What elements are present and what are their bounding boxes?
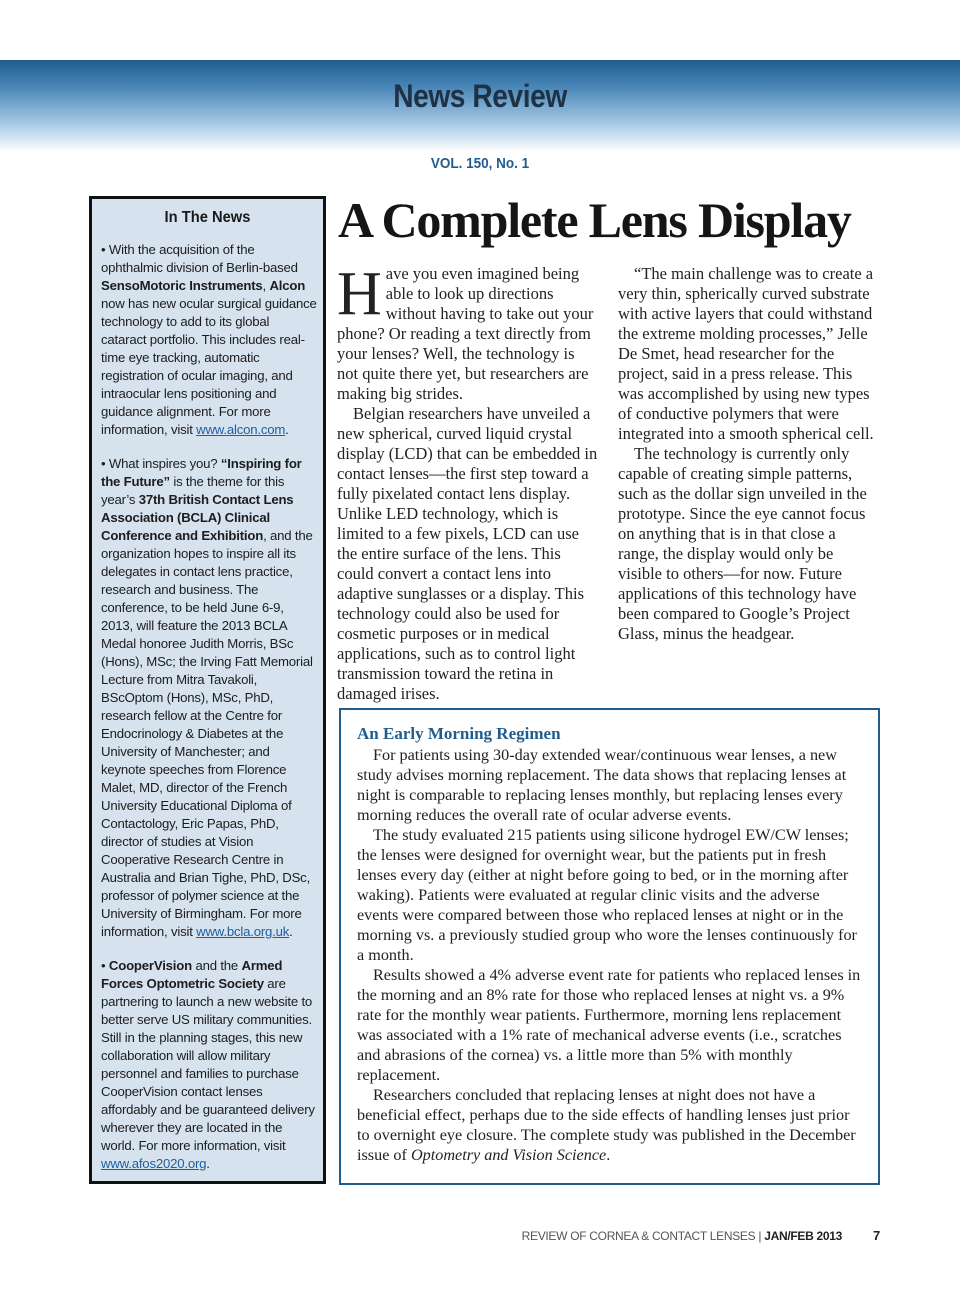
news-item-alcon <box>92 241 323 439</box>
news-item-bold: 37th British Contact Lens Association (BCLA) Clinical Conference and Exhibition <box>101 492 294 543</box>
news-item-text: are partnering to launch a new website to better serve US military communities. Still in the planning stages, this new collaboration will allow military personnel and families to purchase CooperVision contact lenses affordably and be guaranteed delivery wherever they are located in the world. For more information, visit <box>101 976 315 1153</box>
box-paragraph: For patients using 30-day extended wear/continuous wear lenses, a new study advises morning replacement. The data shows that replacing lenses at night is comparable to replacing lenses monthly, but replacing lenses every morning reduces the overall rate of ocular adverse events. <box>357 746 847 824</box>
paragraph-text: Researchers concluded that replacing lenses at night does not have a beneficial effect, perhaps due to the side effects of handling lenses just prior to overnight eye closure. The complete study was published in the December issue of <box>357 1086 856 1164</box>
news-item-text: • <box>101 958 109 973</box>
afos-link[interactable]: www.afos2020.org <box>101 1156 207 1171</box>
footer-publication <box>522 1229 842 1243</box>
news-item-coopervision <box>92 957 323 1173</box>
article-paragraph: The technology is currently only capable of creating simple patterns, such as the dollar sign unveiled in the prototype. Since the eye cannot focus on anything that is in that close a range, the display would only be visible to others—for now. Future applications of this technology have been compared to Google’s Project Glass, minus the headgear. <box>618 444 867 643</box>
box-paragraph: The study evaluated 215 patients using silicone hydrogel EW/CW lenses; the lenses were designed for overnight wear, but the patients put in fresh lenses every day (either at night before going to bed, or in the morning after waking). Patients were evaluated at regular clinic visits and the adverse events were compared between those who replaced lenses at night or in the morning vs. a previously studied group who wore the lenses continuously for a month. <box>357 826 857 964</box>
article-paragraph: Belgian researchers have unveiled a new spherical, curved liquid crystal display (LCD) that can be embedded in contact lenses—the first step toward a fully pixelated contact lens display. Unlike LED technology, which is limited to a few pixels, LCD can use the entire surface of the lens. This could convert a contact lens into adaptive sunglasses or a display. This technology could also be used for cosmetic purposes or in medical applications, such as to control light transmission toward the retina in damaged irises. <box>337 404 598 703</box>
article-column-right <box>618 264 880 644</box>
box-paragraph: Results showed a 4% adverse event rate for patients who replaced lenses in the morning and an 8% rate for those who replaced lenses at night vs. a 9% rate for the monthly wear patients. Furthermore, morning lens replacement was associated with a 1% rate of mechanical adverse events (i.e., scratches and abrasions of the cornea) vs. a little more than 5% with monthly replacement. <box>357 966 861 1084</box>
box-paragraph <box>357 1085 862 1165</box>
news-item-bcla <box>92 455 323 941</box>
news-item-text: . <box>285 422 289 437</box>
in-the-news-sidebar <box>89 196 326 1184</box>
news-item-bold: SensoMotoric Instruments <box>101 278 263 293</box>
paragraph-text: ave you even imagined being able to look up directions without having to take out your phone? Or reading a text directly from your lenses? Well, the technology is not quite there yet, but researchers are making big strides. <box>337 264 594 403</box>
bcla-link[interactable]: www.bcla.org.uk <box>196 924 290 939</box>
sidebar-title: In The News <box>164 209 251 226</box>
alcon-link[interactable]: www.alcon.com <box>196 422 286 437</box>
news-item-text: . <box>206 1156 210 1171</box>
article-paragraph <box>337 260 599 404</box>
issue-date: JAN/FEB 2013 <box>764 1229 842 1243</box>
news-item-text: now has new ocular surgical guidance technology to add to its global cataract portfolio. This includes real-time eye tracking, automatic registration of ocular imaging, and intraocular lens positioning and guidance alignment. For more information, visit <box>101 296 317 437</box>
news-item-text: is the theme for this year’s <box>101 474 285 507</box>
page-number: 7 <box>873 1228 881 1243</box>
footer-separator: | <box>755 1229 765 1243</box>
news-item-text: • With the acquisition of the ophthalmic division of Berlin-based <box>101 242 298 275</box>
box-title: An Early Morning Regimen <box>357 724 561 743</box>
news-item-bold: Alcon <box>269 278 306 293</box>
sidebar-box-morning-regimen <box>339 708 880 1185</box>
news-item-text: and the <box>191 958 242 973</box>
news-item-text: , and the organization hopes to inspire all its delegates in contact lens practice, research and business. The conference, to be held June 6-9, 2013, will feature the 2013 BCLA Medal honoree Judith Morris, BSc (Hons), MSc; the Irving Fatt Memorial Lecture from Mitra Tavakoli, BScOptom (Hons), MSc, PhD, research fellow at the Centre for Endocrinology & Diabetes at the University of Manchester; and keynote speeches from Florence Malet, MD, director of the French University Educational Diploma of Contactology, Eric Papas, PhD, director of studies at Vision Cooperative Research Centre in Australia and Brian Tighe, PhD, DSc, professor of polymer science at the University of Birmingham. For more information, visit <box>101 528 313 939</box>
section-title: News Review <box>393 78 567 114</box>
article-column-left <box>337 260 599 704</box>
news-item-bold: Armed Forces Optometric Society <box>101 958 283 991</box>
journal-name: Optometry and Vision Science <box>410 1146 607 1164</box>
article-headline: A Complete Lens Display <box>338 192 851 248</box>
news-item-text: • What inspires you? <box>101 456 221 471</box>
news-item-bold: CooperVision <box>108 958 192 973</box>
news-item-text: . <box>289 924 293 939</box>
article-paragraph: “The main challenge was to create a very thin, spherically curved substrate with active layers that could withstand the extreme molding processes,” Jelle De Smet, head researcher for the project, said in a press release. This was accomplished by using new types of conductive polymers that were integrated into a smooth spherical cell. <box>618 264 874 443</box>
publication-name: REVIEW OF CORNEA & CONTACT LENSES <box>521 1229 756 1243</box>
paragraph-text: . <box>606 1146 611 1164</box>
news-item-bold: “Inspiring for the Future” <box>101 456 302 489</box>
volume-label: VOL. 150, No. 1 <box>430 155 530 172</box>
drop-cap: H <box>337 260 382 328</box>
news-item-text: , <box>262 278 270 293</box>
